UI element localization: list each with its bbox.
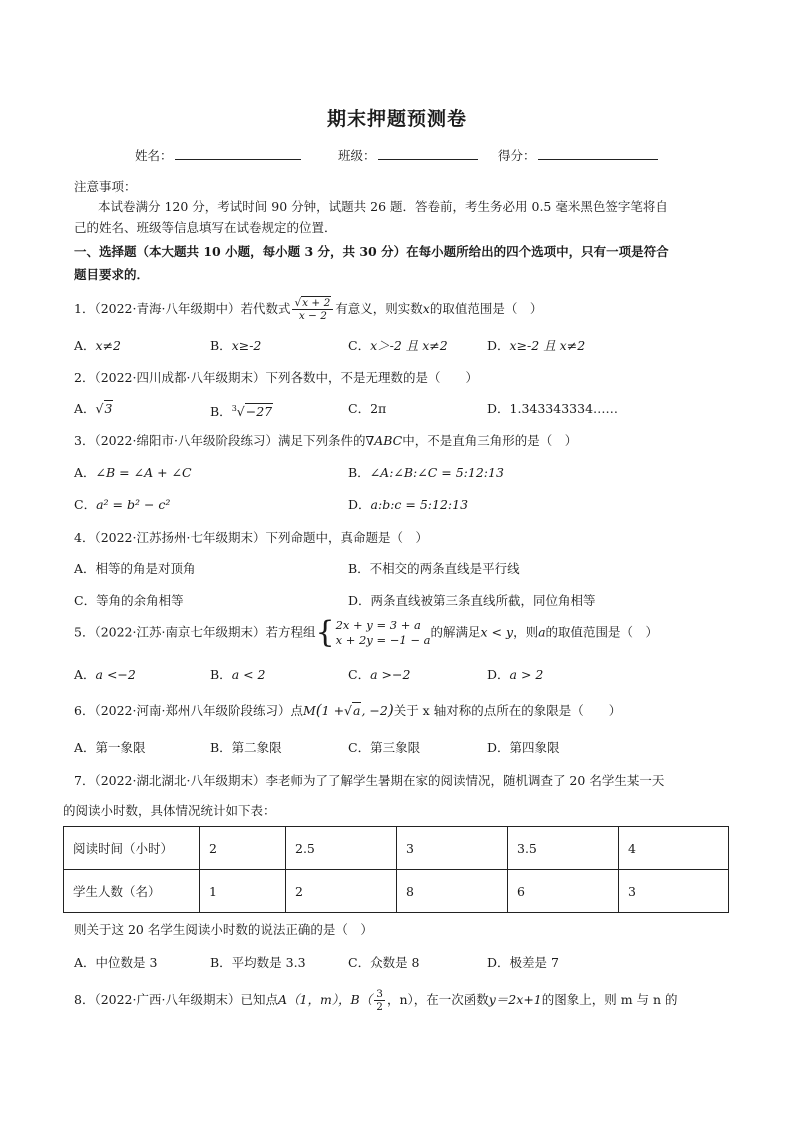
q5-option-b-text: a < 2 [231,667,266,682]
table-cell: 2.5 [286,827,397,870]
q5-condition: x < y [480,624,514,640]
table-cell: 8 [397,870,508,913]
table-cell: 阅读时间（小时） [64,827,200,870]
q1-option-a[interactable] [74,335,121,356]
q6-coord-prefix: 1 + [321,703,345,718]
score-blank[interactable] [538,147,658,160]
q5-option-d-label: D． [487,667,510,682]
q5-option-d-text: a > 2 [509,667,544,682]
q7-stem-line-1: 7．（2022·湖北湖北·八年级期末）李老师为了了解学生暑期在家的阅读情况，随机调查了 20 名学生某一天 [74,773,665,788]
q5-equation-1: 2x + y = 3 + a [335,618,421,632]
q1-option-a-text: x≠2 [95,338,122,353]
name-blank[interactable] [175,147,301,160]
q3-option-d-text: a:b:c = 5:12:13 [370,497,469,512]
q1-option-c[interactable] [348,335,448,356]
q3-option-a[interactable] [74,462,192,483]
name-label: 姓名： [135,148,173,163]
q2-option-d[interactable]: D．1.343343334…… [487,401,619,416]
q2-option-b-label: B． [210,404,232,420]
q8-stem-mid: ，n），在一次函数 [386,992,489,1007]
q5-option-b[interactable] [210,664,266,685]
q7-option-c[interactable]: C．众数是 8 [348,955,420,970]
q5-stem-prefix: 5．（2022·江苏·南京七年级期末）若方程组 [74,624,316,640]
class-label: 班级： [338,148,376,163]
q2-option-a-radicand: 3 [104,401,113,416]
q5-stem [74,615,659,650]
q8-frac-denominator: 2 [376,1001,383,1013]
q6-stem-suffix: 关于 x 轴对称的点所在的象限是（ ） [393,703,622,718]
q6-point-name: M [302,703,316,718]
q3-option-d-label: D． [348,497,371,512]
reading-time-table [63,826,729,913]
table-row [64,870,729,913]
q1-stem-end: 的取值范围是（ ） [429,301,543,316]
q2-option-a[interactable]: A．√3 [74,401,113,416]
q6-option-a[interactable]: A．第一象限 [74,740,146,755]
q2-option-b-radicand: −27 [245,404,273,420]
table-row [64,827,729,870]
section-heading-line-2: 题目要求的． [74,267,150,282]
q7-option-a[interactable]: A．中位数是 3 [74,955,158,970]
q5-option-c[interactable] [348,664,410,685]
q6-stem: 6．（2022·河南·郑州八年级阶段练习）点M(1 +√a, −2)关于 x 轴对称的点所在的象限是（ ） [74,701,622,719]
notice-line-1: 本试卷满分 120 分，考试时间 90 分钟，试题共 26 题．答卷前，考生务必用 0.5 毫米黑色签字笔将自 [98,199,668,214]
q5-option-c-label: C． [348,667,371,682]
notice-heading: 注意事项： [74,179,137,194]
q1-fraction: $\frac{√x + 2}{x - 2}$ [292,297,333,322]
q1-stem-prefix: 1．（2022·青海·八年级期中）若代数式 [74,301,291,316]
table-cell: 3 [397,827,508,870]
q1-frac-denominator: x − 2 [298,310,327,322]
q1-option-d[interactable] [487,335,585,356]
table-cell: 2 [286,870,397,913]
q8-points: A（1，m），B（ [277,992,373,1007]
q2-option-b-root-index: 3 [231,404,237,413]
q7-option-b[interactable]: B．平均数是 3.3 [210,955,306,970]
q4-option-b[interactable]: B．不相交的两条直线是平行线 [348,561,520,576]
q5-brace: { [315,615,335,650]
q3-option-b-text: ∠A:∠B:∠C = 5:12:13 [369,465,504,480]
q4-option-a[interactable]: A．相等的角是对顶角 [74,561,196,576]
q8-frac-numerator: 3 [376,988,383,1000]
q1-option-d-label: D． [487,338,510,353]
table-cell: 3 [619,870,729,913]
q7-stem-line-2: 的阅读小时数，具体情况统计如下表： [63,803,276,818]
q1-option-a-label: A． [74,338,96,353]
table-cell: 4 [619,827,729,870]
q1-option-b-text: x≥-2 [231,338,262,353]
q3-option-c[interactable] [74,494,170,515]
table-cell: 1 [200,870,286,913]
q8-stem-prefix: 8．（2022·广西·八年级期末）已知点 [74,992,278,1007]
q5-option-c-text: a >−2 [370,667,411,682]
q5-equation-2: x + 2y = −1 − a [335,633,431,647]
q5-option-b-label: B． [210,667,232,682]
q1-stem-var: x [422,301,430,316]
q7-option-d[interactable]: D．极差是 7 [487,955,559,970]
q2-option-b[interactable]: B．$^3$√−27 [210,404,273,420]
q5-option-d[interactable] [487,664,543,685]
q6-coord-suffix: , −2 [361,703,388,718]
q2-option-c[interactable]: C．2π [348,401,387,416]
q2-option-a-label: A． [74,401,96,416]
name-field[interactable] [135,146,301,164]
class-field[interactable] [338,146,478,164]
q5-stem-mid: 的解满足 [430,624,481,640]
q8-fraction [374,988,385,1013]
q7-followup: 则关于这 20 名学生阅读小时数的说法正确的是（ ） [74,922,373,937]
q3-stem-suffix: 中，不是直角三角形的是（ ） [402,433,578,448]
q8-stem [74,988,678,1013]
q5-option-a-text: a <−2 [95,667,136,682]
table-cell: 3.5 [508,827,619,870]
score-field[interactable] [498,146,658,164]
q6-stem-prefix: 6．（2022·河南·郑州八年级阶段练习）点 [74,703,303,718]
q1-stem-suffix: 有意义，则实数 [335,301,423,316]
q5-option-a-label: A． [74,667,96,682]
q4-stem: 4．（2022·江苏扬州·七年级期末）下列命题中，真命题是（ ） [74,530,428,545]
score-label: 得分： [498,148,536,163]
q3-stem-prefix: 3．（2022·绵阳市·八年级阶段练习）满足下列条件的 [74,433,366,448]
class-blank[interactable] [378,147,478,160]
q3-option-a-text: ∠B = ∠A + ∠C [95,465,192,480]
q5-variable: a [538,624,546,640]
q1-option-c-text: x＞-2 且 x≠2 [370,338,448,353]
q4-option-d[interactable]: D．两条直线被第三条直线所截，同位角相等 [348,593,596,608]
q1-option-b-label: B． [210,338,232,353]
q3-option-c-label: C． [74,497,97,512]
section-heading-line-1: 一、选择题（本大题共 10 小题，每小题 3 分，共 30 分）在每小题所给出的四个选项中，只有一项是符合 [74,244,669,259]
q3-option-b[interactable] [348,462,504,483]
q6-coord-radicand: a [353,703,361,718]
page-title: 期末押题预测卷 [326,108,467,130]
table-cell: 6 [508,870,619,913]
q3-stem [74,430,577,451]
q4-option-c[interactable]: C．等角的余角相等 [74,593,184,608]
q5-stem-mid2: ，则 [513,624,539,640]
q3-option-a-label: A． [74,465,96,480]
q1-stem [74,297,542,322]
q1-option-b[interactable] [210,335,261,356]
q2-stem: 2．（2022·四川成都·八年级期末）下列各数中，不是无理数的是（ ） [74,370,478,385]
q6-option-b[interactable]: B．第二象限 [210,740,282,755]
q8-stem-end: 的图象上，则 m 与 n 的 [541,992,678,1007]
table-cell: 学生人数（名） [64,870,200,913]
q3-option-b-label: B． [348,465,370,480]
q5-option-a[interactable] [74,664,136,685]
notice-line-2: 己的姓名、班级等信息填写在试卷规定的位置． [74,220,337,235]
table-cell: 2 [200,827,286,870]
q3-option-c-text: a² = b² − c² [96,497,171,512]
q3-triangle-symbol: ∇ABC [365,433,403,448]
q1-frac-numerator: x + 2 [302,297,331,309]
q8-function: y＝2x+1 [488,992,542,1007]
q1-option-c-label: C． [348,338,371,353]
q6-option-c[interactable]: C．第三象限 [348,740,421,755]
q1-option-d-text: x≥-2 且 x≠2 [509,338,586,353]
q6-option-d[interactable]: D．第四象限 [487,740,560,755]
q5-equation-system [336,618,431,648]
q5-stem-end: 的取值范围是（ ） [545,624,659,640]
q3-option-d[interactable] [348,494,468,515]
